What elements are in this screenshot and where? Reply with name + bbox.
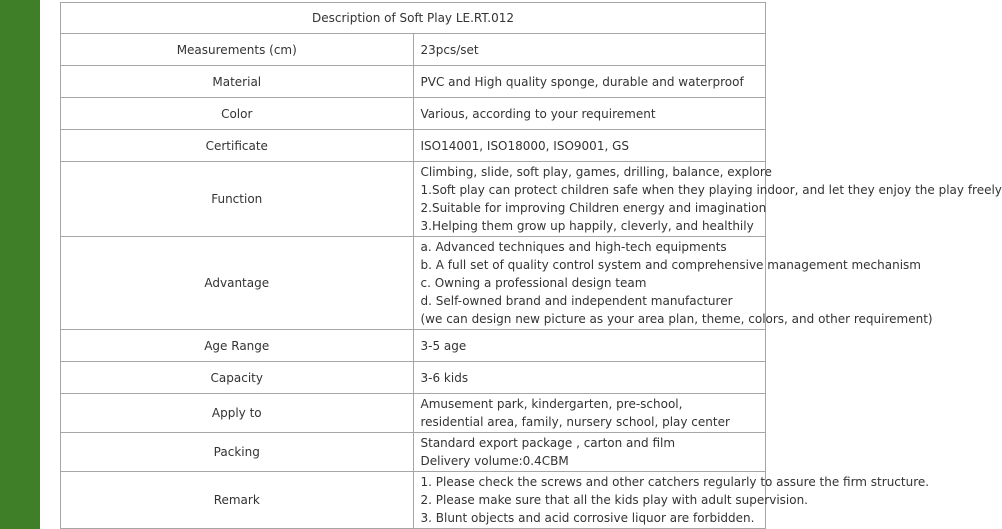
value-line: Climbing, slide, soft play, games, drilling, balance, explore xyxy=(420,165,772,179)
table-row-certificate xyxy=(61,130,766,162)
row-value xyxy=(413,98,766,130)
value-line: 1.Soft play can protect children safe when they playing indoor, and let they enjoy the play freely xyxy=(420,183,1002,197)
value-line: 3.Helping them grow up happily, cleverly, and healthily xyxy=(420,219,754,233)
value-line: ISO14001, ISO18000, ISO9001, GS xyxy=(420,138,629,153)
table-row-advantage xyxy=(61,237,766,330)
row-label: Color xyxy=(61,98,414,130)
table-row-material xyxy=(61,66,766,98)
value-line: c. Owning a professional design team xyxy=(420,276,647,290)
value-line: 2. Please make sure that all the kids play with adult supervision. xyxy=(420,493,808,507)
table-row-packing xyxy=(61,433,766,472)
value-line: 3-5 age xyxy=(420,338,467,353)
table-row-capacity xyxy=(61,362,766,394)
row-label: Age Range xyxy=(61,330,414,362)
value-line: Various, according to your requirement xyxy=(420,106,656,121)
left-sidebar-bar xyxy=(0,0,40,529)
table-title: Description of Soft Play LE.RT.012 xyxy=(61,3,766,34)
row-label: Remark xyxy=(61,472,414,529)
table-row-remark xyxy=(61,472,766,529)
value-line: b. A full set of quality control system and comprehensive management mechanism xyxy=(420,258,921,272)
row-value xyxy=(413,330,766,362)
value-line: Delivery volume:0.4CBM xyxy=(420,454,569,468)
row-value xyxy=(413,130,766,162)
value-line: Standard export package , carton and film xyxy=(420,436,676,450)
row-value xyxy=(413,394,766,433)
table-title-row xyxy=(61,3,766,34)
row-label: Certificate xyxy=(61,130,414,162)
product-spec-table xyxy=(60,2,1002,529)
row-label: Advantage xyxy=(61,237,414,330)
table-row-function xyxy=(61,162,766,237)
value-line: 1. Please check the screws and other catchers regularly to assure the firm structure. xyxy=(420,475,930,489)
value-line: 2.Suitable for improving Children energy and imagination xyxy=(420,201,767,215)
value-line: d. Self-owned brand and independent manufacturer xyxy=(420,294,733,308)
row-label: Apply to xyxy=(61,394,414,433)
table-row-apply-to xyxy=(61,394,766,433)
row-value xyxy=(413,66,766,98)
row-label: Function xyxy=(61,162,414,237)
table-row-age-range xyxy=(61,330,766,362)
value-line: PVC and High quality sponge, durable and waterproof xyxy=(420,74,744,89)
value-line: 3. Blunt objects and acid corrosive liquor are forbidden. xyxy=(420,511,755,525)
table-row-measurements xyxy=(61,34,766,66)
row-label: Measurements (cm) xyxy=(61,34,414,66)
value-line: (we can design new picture as your area plan, theme, colors, and other requirement) xyxy=(420,312,933,326)
table-row-color xyxy=(61,98,766,130)
row-value xyxy=(413,433,766,472)
row-value xyxy=(413,472,930,529)
row-value xyxy=(413,237,933,330)
value-line: 3-6 kids xyxy=(420,370,469,385)
value-line: a. Advanced techniques and high-tech equipments xyxy=(420,240,727,254)
row-label: Material xyxy=(61,66,414,98)
value-line: 23pcs/set xyxy=(420,42,479,57)
row-label: Capacity xyxy=(61,362,414,394)
row-value xyxy=(413,362,766,394)
value-line: Amusement park, kindergarten, pre-school, xyxy=(420,397,683,411)
value-line: residential area, family, nursery school, play center xyxy=(420,415,730,429)
row-value xyxy=(413,34,766,66)
row-value xyxy=(413,162,1002,237)
row-label: Packing xyxy=(61,433,414,472)
